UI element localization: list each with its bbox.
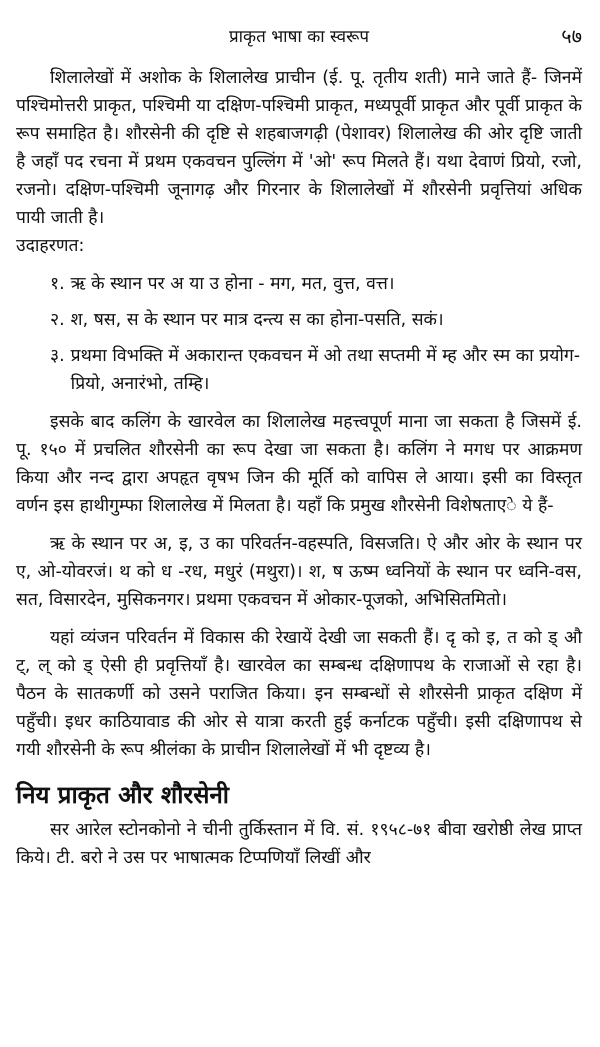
list-item-number: ३.: [50, 346, 65, 366]
page-number: ५७: [561, 24, 582, 48]
list-item: [50, 270, 582, 298]
list-item-text: ऋ के स्थान पर अ या उ होना - मग, मत, वुत्त, वत्त।: [70, 274, 395, 294]
list-item: [50, 342, 582, 398]
page-body: [16, 64, 582, 882]
page-header: [16, 22, 582, 52]
paragraph-consonant-changes: यहां व्यंजन परिवर्तन में विकास की रेखायें देखी जा सकती हैं। दृ को इ, त को ड् औ ट्, ल् को ड् ऐसी ही प्रवृत्तियाँ है। खारवेल का सम्बन्ध दक्षिणापथ के राजाओं से रहा है। पैठन के सातकर्णी को उसने पराजित किया। इन सम्बन्धों से शौरसेनी प्राकृत दक्षिण में पहुँची। इधर काठियावाड की ओर से यात्रा करती हुई कर्नाटक पहुँची। इसी दक्षिणापथ से गयी शौरसेनी के रूप श्रीलंका के प्राचीन शिलालेखों में भी दृष्टव्य है।: [16, 628, 582, 760]
paragraph-niya-prakrit: सर आरेल स्टोनकोनो ने चीनी तुर्किस्तान में वि. सं. १९५८-७१ बीवा खरोष्ठी लेख प्राप्त किये। टी. बरो ने उस पर भाषात्मक टिप्पणियाँ लिखीं और: [16, 820, 582, 868]
running-title: प्राकृत भाषा का स्वरूप: [228, 27, 369, 47]
section-heading: निय प्राकृत और शौरसेनी: [16, 781, 229, 809]
list-item: [50, 306, 582, 334]
paragraph-ashoka-inscriptions: शिलालेखों में अशोक के शिलालेख प्राचीन (ई. पू. तृतीय शती) माने जाते हैं- जिनमें पश्चिमोत्तरी प्राकृत, पश्चिमी या दक्षिण-पश्चिमी प्राकृत, मध्यपूर्वी प्राकृत और पूर्वी प्राकृत के रूप समाहित है। शौरसेनी की दृष्टि से शहबाजगढ़ी (पेशावर) शिलालेख की ओर दृष्टि जाती है जहाँ पद रचना में प्रथम एकवचन पुल्लिंग में 'ओ' रूप मिलते हैं। यथा देवाणं प्रियो, रजो, रजनो। दक्षिण-पश्चिमी जूनागढ़ और गिरनार के शिलालेखों में शौरसेनी प्रवृत्तियां अधिक पायी जाती है।: [16, 68, 582, 228]
example-list: [16, 270, 582, 398]
list-item-number: २.: [50, 310, 65, 330]
examples-lead: उदाहरणत:: [16, 236, 85, 256]
paragraph-features: ऋ के स्थान पर अ, इ, उ का परिवर्तन-वहस्पति, विसजति। ऐ और ओर के स्थान पर ए, ओ-योवरजं। थ को ध -रध, मधुरं (मथुरा)। श, ष ऊष्म ध्वनियों के स्थान पर ध्वनि-वस, सत, विसारदेन, मुसिकनगर। प्रथमा एकवचन में ओकार-पूजको, अभिसितमितो।: [16, 534, 582, 610]
list-item-text: प्रथमा विभक्ति में अकारान्त एकवचन में ओ तथा सप्तमी में म्ह और स्म का प्रयोग-प्रियो, अनारंभो, तम्हि।: [70, 346, 581, 394]
list-item-text: श, षस, स के स्थान पर मात्र दन्त्य स का होना-पसति, सकं।: [70, 310, 444, 330]
list-item-number: १.: [50, 274, 65, 294]
paragraph-kharavela: इसके बाद कलिंग के खारवेल का शिलालेख महत्त्वपूर्ण माना जा सकता है जिसमें ई. पू. १५० में प्रचलित शौरसेनी का रूप देखा जा सकता है। कलिंग ने मगध पर आक्रमण किया और नन्द द्वारा अपहृत वृषभ जिन की मूर्ति को वापिस ले आया। इसी का विस्तृत वर्णन इस हाथीगुम्फा शिलालेख में मिलता है। यहाँ कि प्रमुख शौरसेनी विशेषताएे ये हैं-: [16, 412, 582, 516]
